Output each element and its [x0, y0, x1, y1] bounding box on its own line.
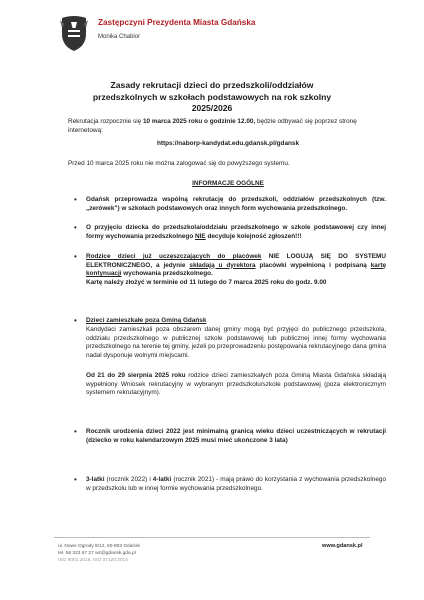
bullet-icon: • — [74, 252, 77, 261]
list-item-joint-recruitment: Gdańsk przeprowadza wspólną rekrutację do przedszkoli, oddziałów przedszkolnych (tzw. „zerówek") w szkołach podstawowych oraz innych form wychowania przedszkolnego. — [86, 196, 386, 212]
footer-address: ul. Nowe Ogrody 8/12, 80-803 Gdańsk — [58, 544, 140, 549]
letterhead — [58, 14, 398, 54]
footer-divider — [54, 537, 370, 538]
list-item-birth-year: Rocznik urodzenia dzieci 2022 jest minimalną granicą wieku dzieci uczestniczących w rekrutacji (dziecko w roku kalendarzowym 2025 musi mieć ukończone 3 lata) — [86, 428, 386, 444]
outside-gdansk-dates: Od 21 do 29 sierpnia 2025 roku rodzice dzieci zamieszkałych poza Gminą Miasta Gdańska składają wypełniony Wniosek rekrutacyjny w wybranym przedszkolu/szkole podstawowej (poza elektronicznym systemem rekrutacyjnym). — [86, 372, 386, 397]
list-item-order-note: O przyjęciu dziecka do przedszkola/oddziału przedszkolnego w szkole podstawowej czy innej formy wychowania przedszkolnego NIE decyduje kolejność zgłoszeń!!! — [86, 224, 386, 240]
gdansk-coat-of-arms-icon — [58, 14, 90, 52]
footer-contact: tel. 58 323 67 27 wz@gdansk.gda.pl — [58, 551, 136, 556]
document-title: Zasady rekrutacji dzieci do przedszkoli/oddziałów przedszkolnych w szkołach podstawowych na rok szkolny 2025/2026 — [92, 80, 332, 114]
official-name: Monika Chabior — [98, 34, 141, 40]
intro-paragraph: Rekrutacja rozpocznie się 10 marca 2025 roku o godzinie 12.00, będzie odbywać się poprzez stronę internetową: — [68, 118, 357, 134]
bullet-icon: • — [74, 195, 77, 204]
before-date-note: Przed 10 marca 2025 roku nie można zalogować się do powyższego systemu. — [68, 160, 290, 167]
footer-iso: ISO 9001:2015; ISO 37120:2014 — [58, 558, 128, 563]
outside-gdansk-body: Kandydaci zamieszkali poza obszarem danej gminy mogą być przyjęci do publicznego przedszkola, oddziału przedszkolnego w publicznej szkole podstawowej lub publicznej innej formy wychowania przedszkolnego na terenie tej gminy, jeżeli po przeprowadzeniu postępowania rekrutacyjnego dana gmina nadal dysponuje wolnymi miejscami. — [86, 326, 386, 359]
bullet-icon: • — [74, 316, 77, 325]
list-item-age-groups: 3-latki (rocznik 2022) i 4-latki (rocznik 2021) - mają prawo do korzystania z wychowania przedszkolnego w przedszkolu lub w innej formie wychowania przedszkolnego. — [86, 476, 386, 492]
bullet-icon: • — [74, 427, 77, 436]
list-item-outside-gdansk-heading: Dzieci zamieszkałe poza Gminą Gdańsk — [86, 317, 207, 324]
office-title: Zastępczyni Prezydenta Miasta Gdańska — [98, 18, 256, 27]
section-heading: INFORMACJE OGÓLNE — [192, 180, 264, 187]
bullet-icon: • — [74, 223, 77, 232]
recruitment-url[interactable]: https://naborp-kandydat.edu.gdansk.pl/gdansk — [156, 140, 300, 147]
bullet-icon: • — [74, 475, 77, 484]
footer-website[interactable]: www.gdansk.pl — [322, 543, 363, 549]
list-item-continuation: Rodzice dzieci już uczęszczających do placówek NIE LOGUJĄ SIĘ DO SYSTEMU ELEKTRONICZNEGO, a jedynie składają u dyrektora placówki wypełnioną i podpisaną kartę kontynuacji wychowania przedszkolnego. Kartę należy złożyć w terminie od 11 lutego do 7 marca 2025 roku do godz. 9.00 — [86, 253, 386, 286]
